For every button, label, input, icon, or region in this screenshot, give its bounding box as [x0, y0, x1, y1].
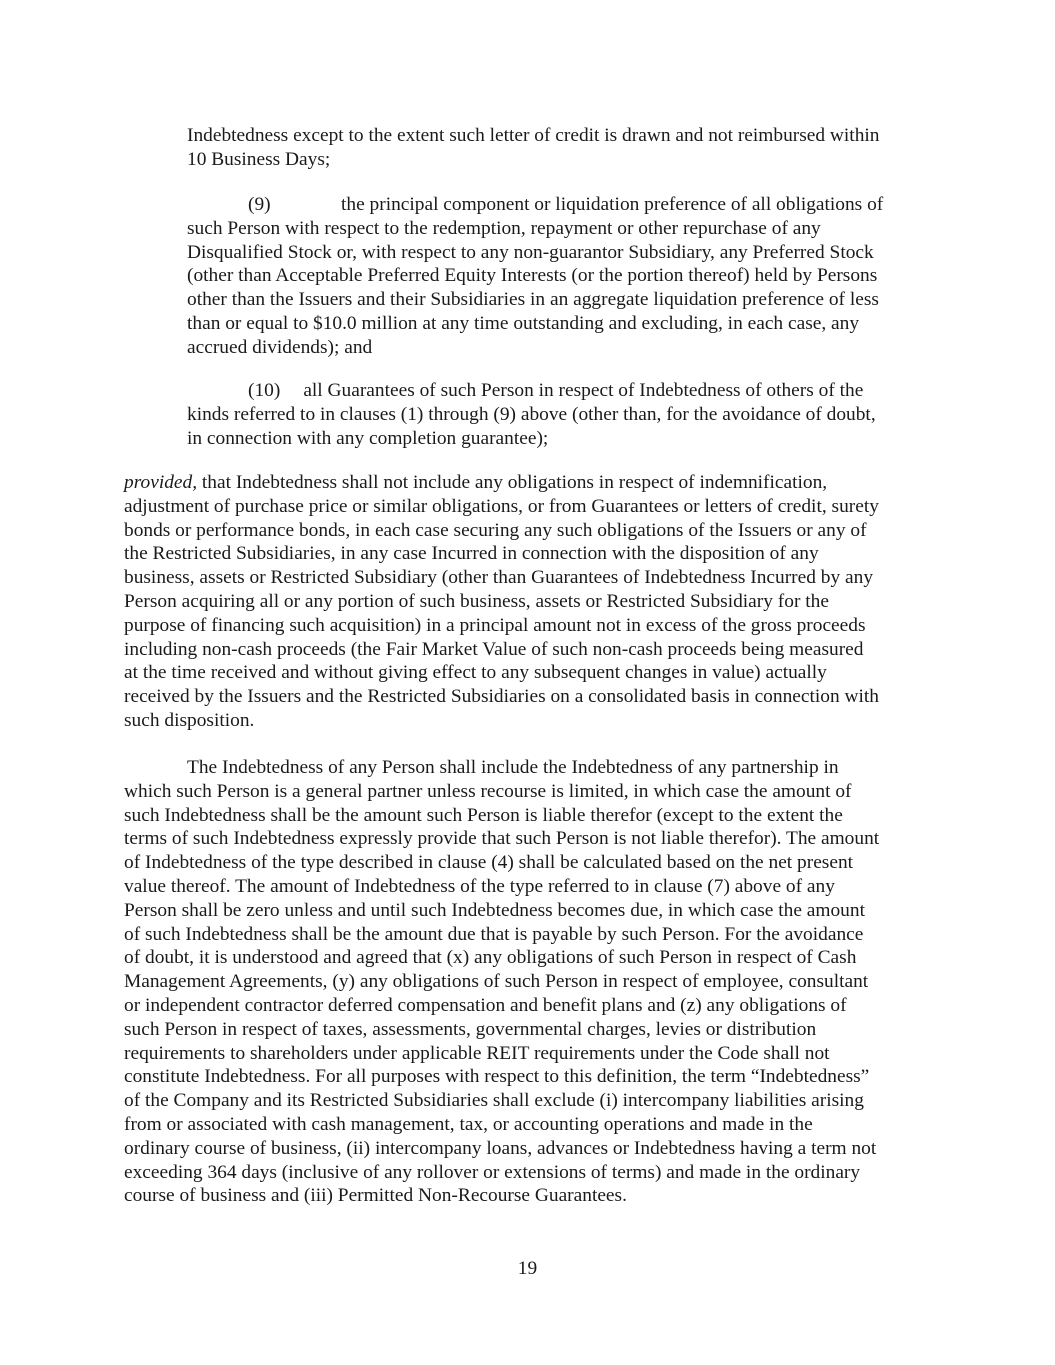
- clause-10-paragraph: [187, 379, 876, 450]
- text-line: constitute Indebtedness. For all purposes with respect to this definition, the term “Indebtedness”: [124, 1066, 870, 1088]
- main-paragraph: [124, 756, 879, 1208]
- page-number: 19: [517, 1258, 538, 1279]
- text-line: Indebtedness except to the extent such letter of credit is drawn and not reimbursed within: [187, 125, 880, 146]
- text-line: in connection with any completion guarantee);: [187, 427, 549, 449]
- text-line: from or associated with cash management, tax, or accounting operations and made in the: [124, 1113, 813, 1135]
- text-line: 10 Business Days;: [187, 148, 331, 170]
- text-line: business, assets or Restricted Subsidiary (other than Guarantees of Indebtedness Incurred by any: [124, 567, 874, 589]
- text-line: (other than Acceptable Preferred Equity Interests (or the portion thereof) held by Persons: [187, 265, 878, 287]
- text-line: ordinary course of business, (ii) intercompany loans, advances or Indebtedness having a term not: [124, 1137, 877, 1159]
- text-line: at the time received and without giving effect to any subsequent changes in value) actually: [124, 662, 827, 684]
- text-line: or independent contractor deferred compensation and benefit plans and (z) any obligations of: [124, 994, 847, 1016]
- main-first-line: [124, 756, 879, 780]
- text-line: accrued dividends); and: [187, 336, 373, 358]
- text-line: Disqualified Stock or, with respect to any non-guarantor Subsidiary, any Preferred Stock: [187, 241, 874, 263]
- text-line: such Indebtedness shall be the amount such Person is liable therefor (except to the extent the: [124, 804, 843, 826]
- text-line: such disposition.: [124, 709, 255, 731]
- clause-10-first-line: [187, 379, 876, 403]
- text-line: received by the Issuers and the Restricted Subsidiaries on a consolidated basis in connection with: [124, 686, 879, 708]
- text-line: Person shall be zero unless and until such Indebtedness becomes due, in which case the amount: [124, 899, 865, 921]
- text-line: of doubt, it is understood and agreed that (x) any obligations of such Person in respect of Cash: [124, 947, 857, 969]
- text-line: of the Company and its Restricted Subsidiaries shall exclude (i) intercompany liabilities arising: [124, 1090, 864, 1112]
- text-line: such Person in respect of taxes, assessments, governmental charges, levies or distribution: [124, 1018, 817, 1040]
- text-line: adjustment of purchase price or similar obligations, or from Guarantees or letters of credit, surety: [124, 495, 879, 517]
- text-line: which such Person is a general partner unless recourse is limited, in which case the amount of: [124, 780, 852, 802]
- proviso-paragraph: [124, 471, 879, 733]
- text-line: value thereof. The amount of Indebtedness of the type referred to in clause (7) above of any: [124, 875, 835, 897]
- clause-9-first-line: [187, 193, 883, 217]
- continuation-paragraph: [187, 124, 879, 172]
- text-line: such Person with respect to the redemption, repayment or other repurchase of any: [187, 217, 821, 239]
- text-line: kinds referred to in clauses (1) through (9) above (other than, for the avoidance of doubt,: [187, 403, 876, 425]
- text-line: terms of such Indebtedness expressly provide that such Person is not liable therefor). The amount: [124, 828, 880, 850]
- text-line: bonds or performance bonds, in each case securing any such obligations of the Issuers or any of: [124, 519, 867, 541]
- text-line: the Restricted Subsidiaries, in any case Incurred in connection with the disposition of any: [124, 543, 819, 565]
- clause-10-number: (10): [248, 380, 281, 401]
- text-line: The Indebtedness of any Person shall include the Indebtedness of any partnership in: [187, 757, 839, 778]
- clause-9-number: (9): [248, 194, 271, 215]
- text-line: exceeding 364 days (inclusive of any rollover or extensions of terms) and made in the ordinary: [124, 1161, 861, 1183]
- proviso-first-line: [124, 471, 879, 495]
- text-line: that Indebtedness shall not include any obligations in respect of indemnification,: [197, 472, 828, 493]
- text-line: of Indebtedness of the type described in clause (4) shall be calculated based on the net present: [124, 852, 854, 874]
- text-line: of such Indebtedness shall be the amount due that is payable by such Person. For the avoidance: [124, 923, 864, 945]
- text-line: course of business and (iii) Permitted Non-Recourse Guarantees.: [124, 1185, 627, 1207]
- text-line: than or equal to $10.0 million at any time outstanding and excluding, in each case, any: [187, 312, 860, 334]
- text-line: requirements to shareholders under applicable REIT requirements under the Code shall not: [124, 1042, 830, 1064]
- text-line: including non-cash proceeds (the Fair Market Value of such non-cash proceeds being measured: [124, 638, 864, 660]
- text-line: the principal component or liquidation preference of all obligations of: [341, 194, 884, 215]
- text-line: other than the Issuers and their Subsidiaries in an aggregate liquidation preference of less: [187, 289, 879, 311]
- text-line: Person acquiring all or any portion of such business, assets or Restricted Subsidiary for the: [124, 590, 829, 612]
- text-line: all Guarantees of such Person in respect of Indebtedness of others of the: [303, 380, 864, 401]
- proviso-lead: provided,: [124, 472, 198, 493]
- text-line: Management Agreements, (y) any obligations of such Person in respect of employee, consultant: [124, 971, 869, 993]
- clause-9-paragraph: [187, 193, 883, 360]
- text-line: purpose of financing such acquisition) in a principal amount not in excess of the gross proceeds: [124, 614, 866, 636]
